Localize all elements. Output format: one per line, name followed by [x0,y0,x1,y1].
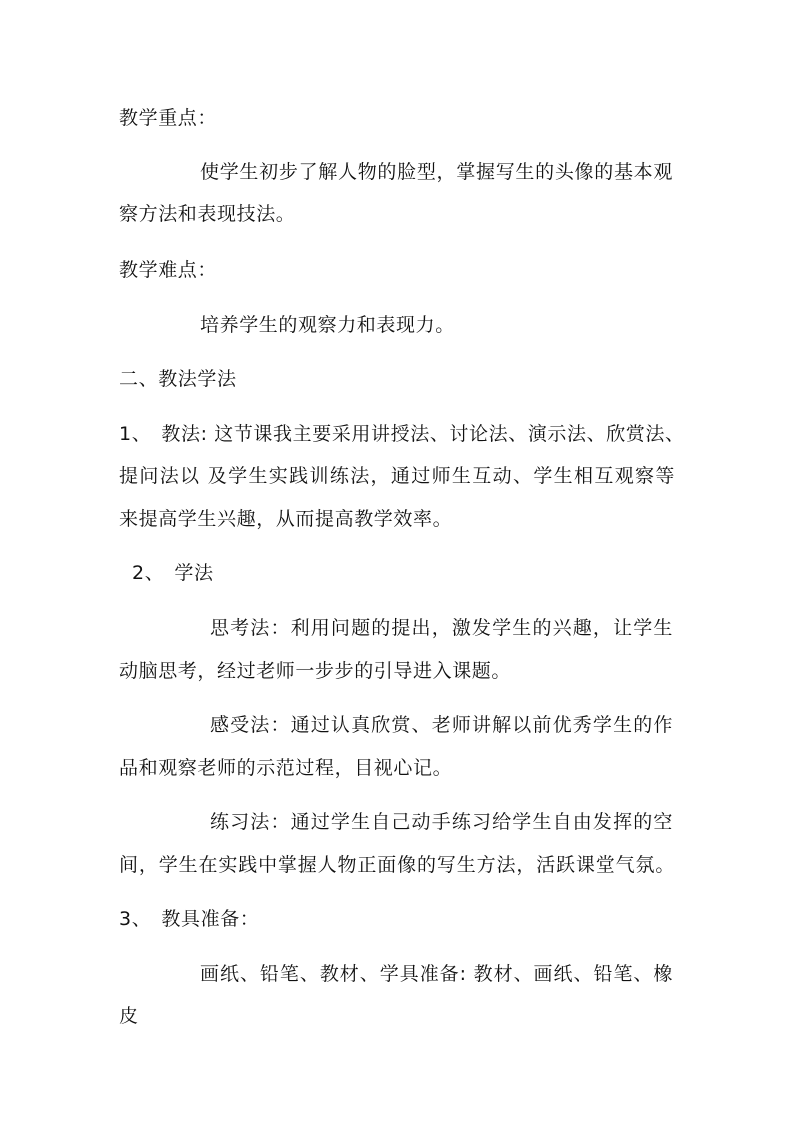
method-1-line-2: 提问法以 及学生实践训练法，通过师生互动、学生相互观察等 [119,465,675,487]
section-2-heading: 二、教法学法 [119,368,237,390]
practice-line-2: 间，学生在实践中掌握人物正面像的写生方法，活跃课堂气氛。 [119,854,675,876]
thinking-line-1: 思考法：利用问题的提出，激发学生的兴趣，让学生 [210,617,673,639]
feeling-line-1: 感受法：通过认真欣赏、老师讲解以前优秀学生的作 [210,714,673,736]
thinking-line-2: 动脑思考，经过老师一步步的引导进入课题。 [119,660,512,682]
key-points-line-1: 使学生初步了解人物的脸型，掌握写生的头像的基本观 [200,161,673,183]
difficulty-text: 培养学生的观察力和表现力。 [200,314,455,336]
key-points-heading: 教学重点： [119,107,218,129]
difficulty-heading: 教学难点： [119,259,218,281]
method-2-heading: 2、 学法 [132,562,214,584]
key-points-line-2: 察方法和表现技法。 [119,203,296,225]
tools-line-2: 皮 [119,1005,139,1027]
practice-line-1: 练习法：通过学生自己动手练习给学生自由发挥的空 [210,811,673,833]
method-3-heading: 3、 教具准备： [119,908,260,930]
method-1-line-1: 1、 教法: 这节课我主要采用讲授法、讨论法、演示法、欣赏法、 [119,423,685,445]
tools-line-1: 画纸、铅笔、教材、学具准备: 教材、画纸、铅笔、橡 [200,963,673,985]
method-1-line-3: 来提高学生兴趣，从而提高教学效率。 [119,508,453,530]
feeling-line-2: 品和观察老师的示范过程，目视心记。 [119,757,453,779]
